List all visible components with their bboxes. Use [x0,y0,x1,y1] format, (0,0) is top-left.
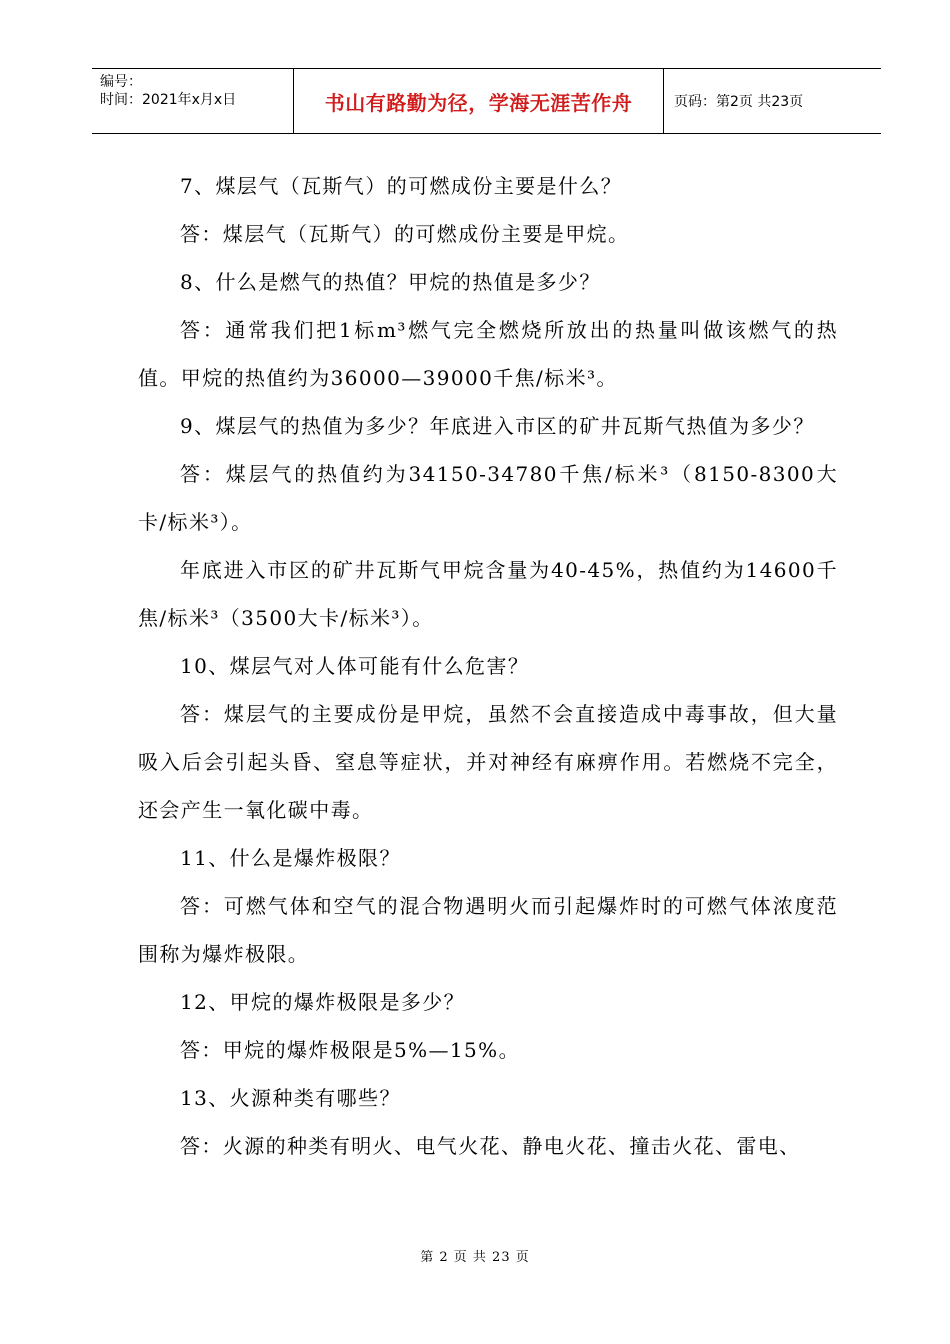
question-11: 11、什么是爆炸极限？ [180,846,401,870]
answer-13: 答：火源的种类有明火、电气火花、静电火花、撞击火花、雷电、 [180,1134,801,1158]
question-9: 9、煤层气的热值为多少？年底进入市区的矿井瓦斯气热值为多少？ [180,414,815,438]
answer-10: 答：煤层气的主要成份是甲烷，虽然不会直接造成中毒事故，但大量吸入后会引起头昏、窒息等症状，并对神经有麻痹作用。若燃烧不完全，还会产生一氧化碳中毒。 [138,702,838,822]
question-13: 13、火源种类有哪些？ [180,1086,401,1110]
header-page-info: 页码：第2页 共23页 [674,94,804,110]
header-meta [92,69,294,133]
page-footer: 第 2 页 共 23 页 [420,1250,530,1265]
answer-7: 答：煤层气（瓦斯气）的可燃成份主要是甲烷。 [180,222,630,246]
header-motto: 书山有路勤为径，学海无涯苦作舟 [294,69,664,133]
answer-12: 答：甲烷的爆炸极限是5%—15%。 [180,1038,520,1062]
page-header [92,68,881,134]
question-8: 8、什么是燃气的热值？甲烷的热值是多少？ [180,270,601,294]
document-number-label: 编号： [100,74,142,90]
question-12: 12、甲烷的爆炸极限是多少？ [180,990,466,1014]
question-10: 10、煤层气对人体可能有什么危害？ [180,654,530,678]
answer-8: 答：通常我们把1标m³燃气完全燃烧所放出的热量叫做该燃气的热值。甲烷的热值约为36000—39000千焦/标米³。 [138,318,838,390]
document-time-label: 时间：2021年x月x日 [100,92,237,108]
question-7: 7、煤层气（瓦斯气）的可燃成份主要是什么？ [180,174,623,198]
document-body [138,162,838,1170]
answer-9-continued: 年底进入市区的矿井瓦斯气甲烷含量为40-45%，热值约为14600千焦/标米³（3500大卡/标米³）。 [138,558,838,630]
answer-9: 答：煤层气的热值约为34150-34780千焦/标米³（8150-8300大卡/标米³）。 [138,462,838,534]
answer-11: 答：可燃气体和空气的混合物遇明火而引起爆炸时的可燃气体浓度范围称为爆炸极限。 [138,894,838,966]
